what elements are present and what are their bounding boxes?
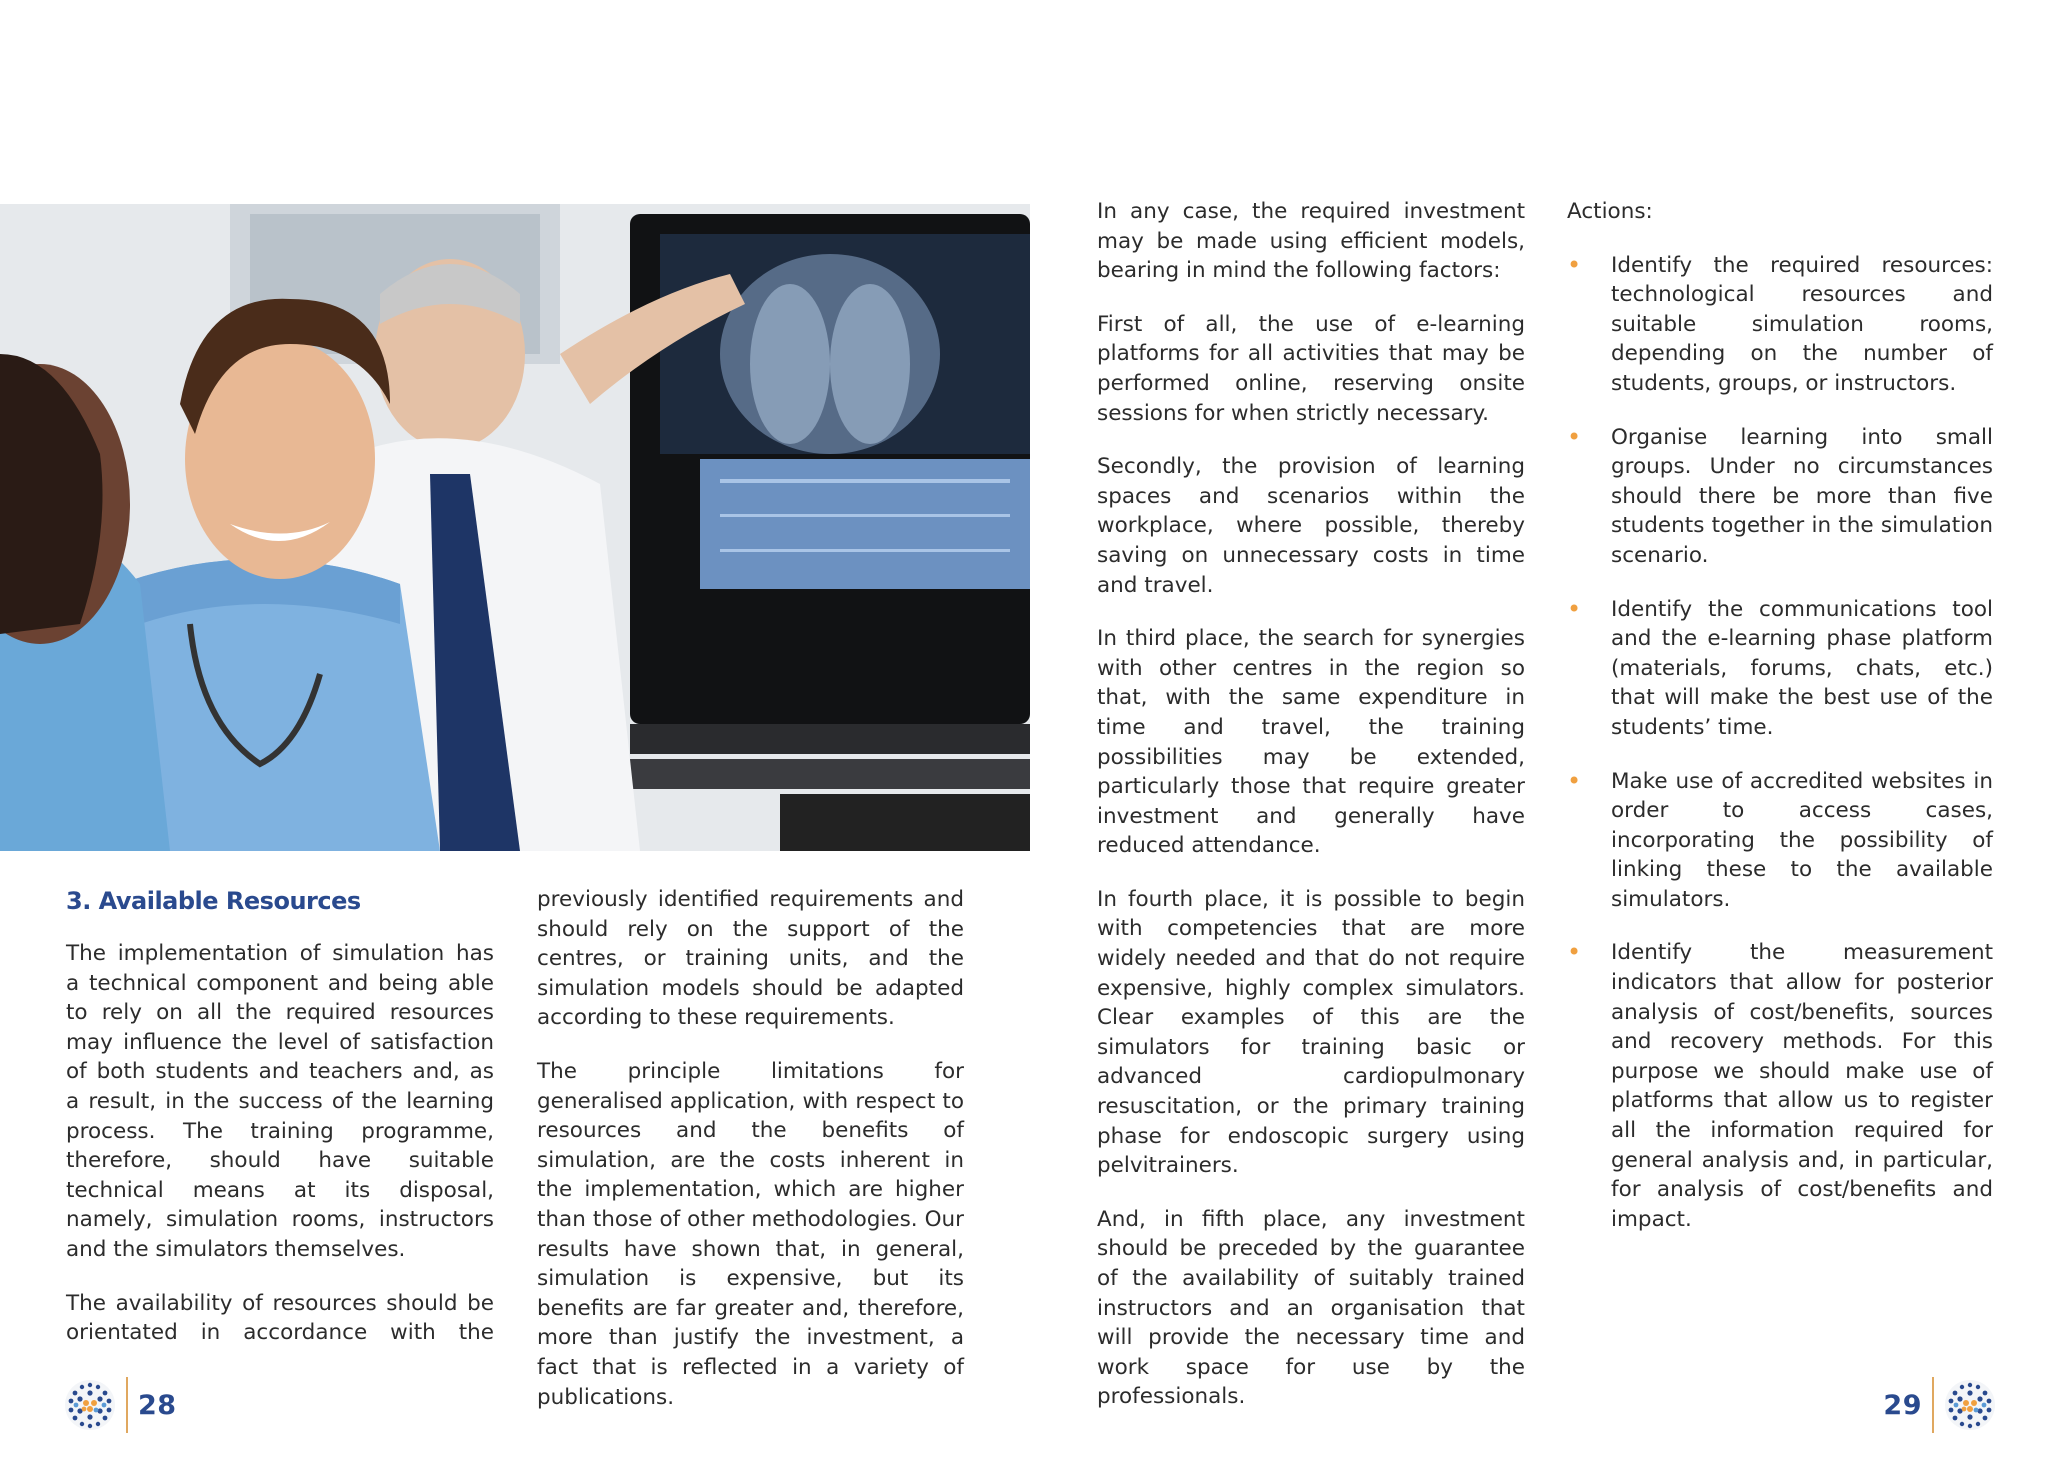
paragraph: In third place, the search for synergies with other centres in the region so that, with the same expenditure in time and travel, the training possibilities may be extended, particularly those that require greater investment and generally have reduced attendance. [1097,626,1525,859]
list-item [1567,251,1993,399]
paragraph: In any case, the required investment may be made using efficient models, bearing in mind the following factors: [1097,199,1525,284]
bullet-icon: • [1567,250,1582,279]
medical-team-xray-photo [0,204,1030,851]
paragraph: The availability of resources should be orientated in accordance with the [66,1290,494,1346]
bullet-icon: • [1567,594,1582,623]
dotted-globe-logo-icon [1944,1379,1996,1431]
list-item-text: Identify the communications tool and the e-learning phase platform (materials, forums, chats, etc.) that will make the best use of the students’ time. [1611,596,1993,740]
right-page-column-1 [1097,197,1525,1412]
page-number: 29 [1883,1389,1922,1421]
left-page-column-2 [537,885,964,1412]
photo-illustration [0,204,1030,851]
list-item [1567,423,1993,571]
list-item-text: Make use of accredited websites in order to access cases, incorporating the possibility of linking these to the available simulators. [1611,768,1993,912]
bullet-icon: • [1567,938,1582,967]
section-title: 3. Available Resources [66,887,361,915]
left-page-column-1 [66,885,494,1348]
dotted-globe-logo-icon [64,1379,116,1431]
list-item-text: Identify the required resources: technological resources and suitable simulation rooms, depending on the number of students, groups, or instructors. [1611,252,1993,396]
bullet-icon: • [1567,766,1582,795]
left-page-footer [64,1375,177,1435]
right-page-column-2 [1567,197,1993,1258]
paragraph: Secondly, the provision of learning spaces and scenarios within the workplace, where possible, thereby saving on unnecessary costs in time and travel. [1097,454,1525,598]
actions-heading: Actions: [1567,199,1653,224]
paragraph: The implementation of simulation has a technical component and being able to rely on all the required resources may influence the level of satisfaction of both students and teachers and, as a result, in the success of the learning process. The training programme, therefore, should have suitable technical means at its disposal, namely, simulation rooms, instructors and the simulators themselves. [66,941,494,1262]
list-item-text: Identify the measurement indicators that allow for posterior analysis of cost/benefits, sources and recovery methods. For this purpose we should make use of platforms that allow us to register all the information required for general analysis and, in particular, for analysis of cost/benefits and impact. [1611,940,1993,1232]
bullet-icon: • [1567,422,1582,451]
paragraph: And, in fifth place, any investment should be preceded by the guarantee of the availability of suitably trained instructors and an organisation that will provide the necessary time and work space for use by the professionals. [1097,1206,1525,1410]
list-item [1567,938,1993,1234]
actions-list [1567,251,1993,1235]
page-number: 28 [138,1389,177,1421]
right-page-footer [1883,1375,1996,1435]
paragraph: previously identified requirements and should rely on the support of the centres, or training units, and the simulation models should be adapted according to these requirements. [537,887,964,1031]
list-item-text: Organise learning into small groups. Under no circumstances should there be more than five students together in the simulation scenario. [1611,424,1993,568]
list-item [1567,595,1993,743]
paragraph: The principle limitations for generalised application, with respect to resources and the benefits of simulation, are the costs inherent in the implementation, which are higher than those of other methodologies. Our results have shown that, in general, simulation is expensive, but its benefits are far greater and, therefore, more than justify the investment, a fact that is reflected in a variety of publications. [537,1058,964,1410]
footer-divider [1932,1377,1934,1433]
paragraph: In fourth place, it is possible to begin with competencies that are more widely needed and that do not require expensive, highly complex simulators. Clear examples of this are the simulators for training basic or advanced cardiopulmonary resuscitation, or the primary training phase for endoscopic surgery using pelvitrainers. [1097,886,1525,1179]
list-item [1567,767,1993,915]
footer-divider [126,1377,128,1433]
paragraph: First of all, the use of e-learning platforms for all activities that may be performed online, reserving onsite sessions for when strictly necessary. [1097,311,1525,426]
